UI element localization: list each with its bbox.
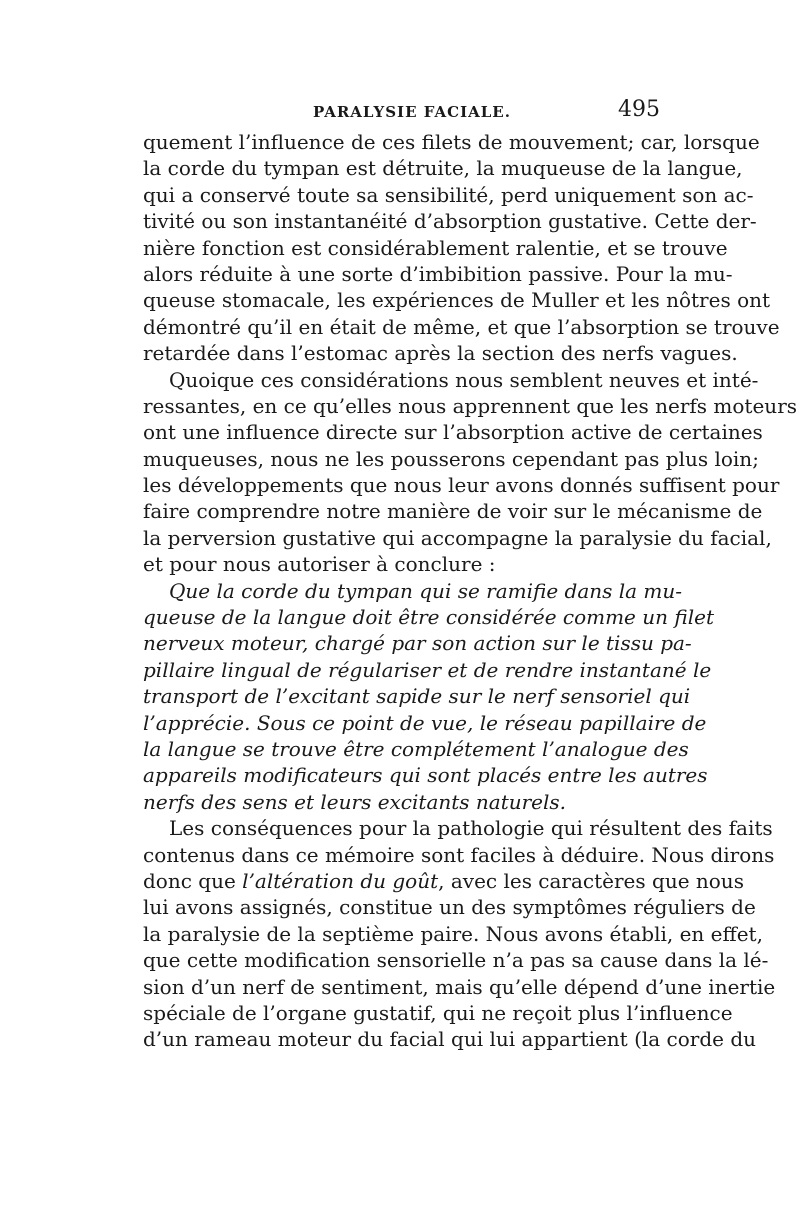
italic-text-line: nerfs des sens et leurs excitants naturels. [143,789,567,814]
text-line: lui avons assignés, constitue un des symptômes réguliers de [143,895,756,920]
italic-text-line: transport de l’excitant sapide sur le nerf sensoriel qui [143,684,691,709]
text-line: queuse stomacale, les expériences de Muller et les nôtres ont [143,288,771,313]
text-line-mixed [143,868,744,894]
italic-text-line: appareils modificateurs qui sont placés entre les autres [143,763,708,788]
text-segment: , avec les caractères que nous [438,868,744,893]
text-line: que cette modification sensorielle n’a pas sa cause dans la lé- [143,948,769,973]
italic-text-line: Que la corde du tympan qui se ramifie dans la mu- [169,578,683,603]
text-line: la perversion gustative qui accompagne la paralysie du facial, [143,525,772,550]
text-line: nière fonction est considérablement ralentie, et se trouve [143,235,728,260]
text-line: démontré qu’il en était de même, et que l’absorption se trouve [143,314,780,339]
text-line: spéciale de l’organe gustatif, qui ne reçoit plus l’influence [143,1000,733,1025]
text-line: tivité ou son instantanéité d’absorption gustative. Cette der- [143,209,757,234]
running-title: PARALYSIE FACIALE. [313,103,511,121]
text-line: sion d’un nerf de sentiment, mais qu’elle dépend d’une inertie [143,974,776,999]
italic-text-segment: l’altération du goût [242,868,439,893]
italic-text-line: nerveux moteur, chargé par son action sur le tissu pa- [143,631,692,656]
text-line: quement l’influence de ces filets de mouvement; car, lorsque [143,130,760,154]
text-line: ont une influence directe sur l’absorption active de certaines [143,420,763,445]
italic-text-line: queuse de la langue doit être considérée comme un filet [143,605,714,630]
italic-text-line: pillaire lingual de régulariser et de rendre instantané le [143,657,712,682]
text-line: alors réduite à une sorte d’imbibition passive. Pour la mu- [143,261,733,286]
text-line: contenus dans ce mémoire sont faciles à déduire. Nous dirons [143,842,775,867]
text-line: la paralysie de la septième paire. Nous avons établi, en effet, [143,921,763,946]
text-line: Quoique ces considérations nous semblent neuves et inté- [169,367,759,392]
italic-text-line: la langue se trouve être complétement l’analogue des [143,736,689,761]
text-line: d’un rameau moteur du facial qui lui appartient (la corde du [143,1027,757,1052]
page-header [143,97,660,127]
text-line: ressantes, en ce qu’elles nous apprennent que les nerfs moteurs [143,393,798,418]
body-text [143,129,798,1053]
text-line: Les conséquences pour la pathologie qui résultent des faits [169,816,773,841]
text-segment: donc que [143,868,236,893]
text-line: la corde du tympan est détruite, la muqueuse de la langue, [143,156,743,181]
text-line: retardée dans l’estomac après la section des nerfs vagues. [143,341,738,366]
page-number: 495 [618,97,660,122]
text-line: qui a conservé toute sa sensibilité, perd uniquement son ac- [143,182,754,207]
text-line: et pour nous autoriser à conclure : [143,552,496,577]
text-line: les développements que nous leur avons donnés suffisent pour [143,473,780,498]
text-line: muqueuses, nous ne les pousserons cependant pas plus loin; [143,446,759,471]
text-line: faire comprendre notre manière de voir sur le mécanisme de [143,499,763,524]
italic-text-line: l’apprécie. Sous ce point de vue, le réseau papillaire de [143,710,707,735]
